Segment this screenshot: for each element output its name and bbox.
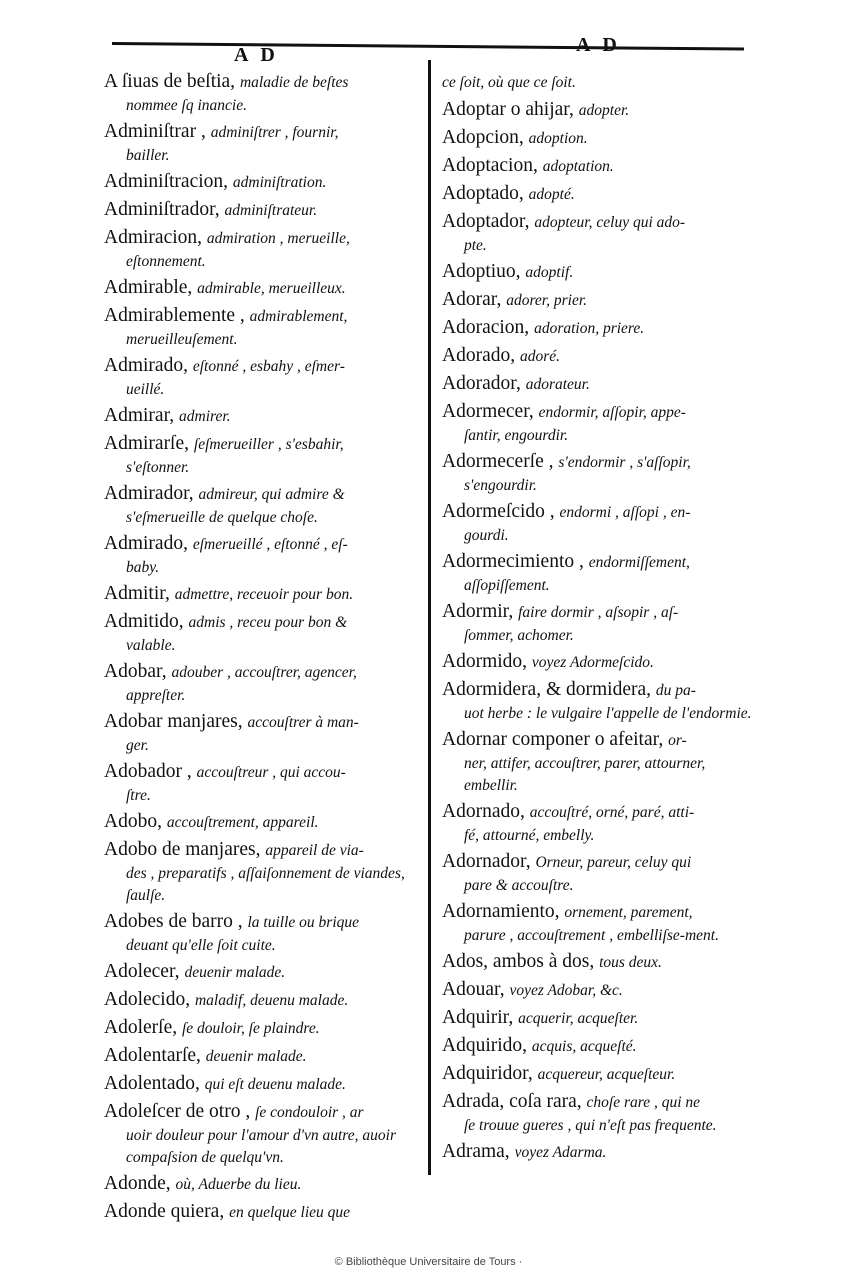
entry-headword: Adobador , [104,761,192,782]
page-header-right: A D [576,34,621,56]
entry-headword: Ados, ambos à dos, [442,951,595,972]
entry-headword: Admirado, [104,533,188,554]
entry-headword: Adoptiuo, [442,261,521,282]
entry-continuation: deuant qu'elle ſoit cuite. [126,937,276,954]
entry-continuation: aſſopiſſement. [464,577,550,594]
entry-continuation: ſe trouue gueres , qui n'eſt pas frequente. [464,1117,717,1134]
entry-headword: Adoptacion, [442,155,538,176]
entry-continuation: s'eſmerueille de quelque choſe. [126,509,318,526]
dictionary-entry [442,450,762,497]
entry-definition: voyez Adarma. [514,1144,607,1161]
entry-continuation: ueillé. [126,381,165,398]
entry-definition: la tuille ou brique [247,914,360,931]
dictionary-entry [442,800,762,847]
entry-headword: Admiracion, [104,227,203,248]
entry-continuation: s'eſtonner. [126,459,190,476]
entry-continuation: eſtonnement. [126,253,206,270]
dictionary-entry [442,126,762,151]
entry-continuation: fé, attourné, embelly. [464,827,595,844]
entry-definition: adopté. [528,186,575,203]
entry-headword: Adolecido, [104,989,191,1010]
entry-headword: Adonde quiera, [104,1201,225,1222]
entry-definition: or- [668,732,687,749]
entry-continuation: uot herbe : le vulgaire l'appelle de l'endormie. [464,705,752,722]
entry-continuation: s'engourdir. [464,477,537,494]
entry-definition: endormi , aſſopi , en- [559,504,691,521]
entry-definition: faire dormir , aſsopir , aſ- [518,604,679,621]
dictionary-entry [104,988,424,1013]
entry-definition: où, Aduerbe du lieu. [175,1176,302,1193]
dictionary-entry [442,288,762,313]
entry-definition: admirer. [179,408,231,425]
dictionary-entry [104,70,424,117]
entry-continuation: nommee ſq inancie. [126,97,247,114]
entry-headword: Adobo de manjares, [104,839,261,860]
column-divider [428,60,431,1175]
entry-definition: tous deux. [599,954,662,971]
dictionary-entry [442,950,762,975]
entry-definition: endormiſſement, [588,554,690,571]
page-header-left: A D [234,44,279,66]
dictionary-entry [442,210,762,257]
entry-definition: adoption. [528,130,588,147]
dictionary-entry [442,1140,762,1165]
entry-continuation: ner, attifer, accouſtrer, parer, attourner, embellir. [464,755,706,794]
entry-definition: ſe condouloir , ar [255,1104,364,1121]
entry-definition: adopter. [578,102,630,119]
dictionary-entry [442,1090,762,1137]
entry-continuation: appreſter. [126,687,186,704]
entry-continuation: ſantir, engourdir. [464,427,569,444]
entry-definition: s'endormir , s'aſſopir, [558,454,691,471]
dictionary-entry [442,260,762,285]
dictionary-entry [104,226,424,273]
entry-definition: adoré. [519,348,561,365]
entry-headword: Adobes de barro , [104,911,243,932]
entry-definition: voyez Adobar, &c. [509,982,623,999]
entry-definition: adorateur. [525,376,590,393]
entry-headword: Adonde, [104,1173,171,1194]
entry-continuation: baby. [126,559,160,576]
dictionary-entry [104,404,424,429]
entry-definition: adouber , accouſtrer, agencer, [171,664,357,681]
entry-definition: admettre, receuoir pour bon. [174,586,354,603]
dictionary-entry [442,1006,762,1031]
entry-headword: Adrama, [442,1141,510,1162]
entry-continuation: valable. [126,637,176,654]
dictionary-entry [442,550,762,597]
dictionary-entry [442,400,762,447]
dictionary-entry [442,372,762,397]
dictionary-entry [104,1044,424,1069]
dictionary-entry [442,1034,762,1059]
dictionary-entry [104,354,424,401]
entry-definition: maladif, deuenu malade. [194,992,349,1009]
entry-headword: Adormecimiento , [442,551,584,572]
entry-headword: Admirable, [104,277,193,298]
dictionary-entry [104,760,424,807]
dictionary-entry [104,1072,424,1097]
entry-definition: admireur, qui admire & [198,486,345,503]
dictionary-entry [104,532,424,579]
dictionary-entry [104,120,424,167]
entry-definition: acquerir, acqueſter. [518,1010,639,1027]
dictionary-entry [104,610,424,657]
entry-continuation: ger. [126,737,149,754]
entry-headword: Adoptar o ahijar, [442,99,574,120]
entry-definition: adminiſtrateur. [224,202,318,219]
entry-continuation: bailler. [126,147,170,164]
entry-headword: Adormecer, [442,401,534,422]
dictionary-entry [104,1016,424,1041]
entry-definition: adminiſtration. [232,174,327,191]
entry-headword: Admitir, [104,583,170,604]
entry-definition: adoration, priere. [534,320,645,337]
dictionary-entry [442,344,762,369]
dictionary-entry [442,1062,762,1087]
entry-definition: adminiſtrer , fournir, [210,124,339,141]
entry-headword: Adormeſcido , [442,501,555,522]
entry-definition: qui eſt deuenu malade. [204,1076,346,1093]
entry-headword: Admirado, [104,355,188,376]
dictionary-entry [104,1172,424,1197]
entry-definition: voyez Adormeſcido. [531,654,654,671]
dictionary-entry [442,500,762,547]
dictionary-entry [104,276,424,301]
entry-definition: adoptif. [525,264,574,281]
entry-headword: Adquiridor, [442,1063,533,1084]
entry-continuation: pte. [464,237,487,254]
right-column [442,70,762,1168]
entry-headword: Adormir, [442,601,514,622]
entry-headword: Adolecer, [104,961,180,982]
entry-headword: A ſiuas de beſtia, [104,71,236,92]
entry-continuation: pare & accouſtre. [464,877,574,894]
dictionary-entry [442,900,762,947]
entry-headword: Admirar, [104,405,175,426]
entry-definition: du pa- [655,682,696,699]
dictionary-entry [104,838,424,907]
dictionary-entry [442,154,762,179]
entry-headword: Adornado, [442,801,525,822]
entry-continuation: parure , accouſtrement , embelliſse-ment. [464,927,719,944]
entry-definition: adopteur, celuy qui ado- [534,214,686,231]
entry-headword: Admirarſe, [104,433,190,454]
entry-headword: Admirador, [104,483,194,504]
entry-definition: admis , receu pour bon & [188,614,348,631]
dictionary-entry [104,660,424,707]
entry-headword: Adolerſe, [104,1017,178,1038]
entry-headword: Adoptado, [442,183,524,204]
dictionary-entry [442,978,762,1003]
header-rule [112,42,744,51]
entry-definition: adoptation. [542,158,614,175]
entry-headword: Adquirido, [442,1035,528,1056]
dictionary-entry [442,182,762,207]
entry-headword: Adoptador, [442,211,530,232]
entry-continuation: gourdi. [464,527,509,544]
entry-definition: ſe douloir, ſe plaindre. [181,1020,320,1037]
dictionary-entry [104,304,424,351]
entry-headword: Adrada, coſa rara, [442,1091,582,1112]
entry-continuation: ſommer, achomer. [464,627,574,644]
entry-headword: Adormido, [442,651,528,672]
dictionary-entry [442,98,762,123]
dictionary-entry [442,70,762,95]
entry-definition: deuenir malade. [205,1048,307,1065]
entry-headword: Adormecerſe , [442,451,554,472]
entry-headword: Adoleſcer de otro , [104,1101,251,1122]
entry-headword: Adobar, [104,661,167,682]
entry-headword: Adornador, [442,851,531,872]
entry-headword: Admirablemente , [104,305,245,326]
entry-definition: admirable, merueilleux. [197,280,346,297]
entry-definition: en quelque lieu que [229,1204,351,1221]
entry-headword: Admitido, [104,611,184,632]
entry-headword: Adornar componer o afeitar, [442,729,664,750]
entry-continuation: uoir douleur pour l'amour d'vn autre, auoir compaſsion de quelqu'vn. [126,1127,396,1166]
entry-headword: Adoracion, [442,317,530,338]
entry-definition: adorer, prier. [506,292,588,309]
dictionary-entry [104,170,424,195]
dictionary-entry [104,810,424,835]
entry-headword: Adolentado, [104,1073,200,1094]
entry-definition: Orneur, pareur, celuy qui [535,854,692,871]
entry-definition: accouſtrement, appareil. [166,814,319,831]
entry-continuation: des , preparatifs , aſſaiſonnement de viandes, ſaulſe. [126,865,405,904]
entry-definition: eſmerueillé , eſtonné , eſ- [192,536,348,553]
dictionary-entry [104,482,424,529]
dictionary-entry [442,728,762,797]
dictionary-entry [104,1200,424,1225]
entry-continuation: ſtre. [126,787,151,804]
left-column [104,70,424,1228]
entry-headword: Adormidera, & dormidera, [442,679,652,700]
copyright-footer: © Bibliothèque Universitaire de Tours · [334,1256,523,1268]
entry-definition: ſeſmerueiller , s'esbahir, [193,436,344,453]
dictionary-entry [104,1100,424,1169]
dictionary-entry [442,678,762,725]
entry-headword: Adobo, [104,811,162,832]
entry-headword: Adobar manjares, [104,711,243,732]
entry-headword: Adquirir, [442,1007,514,1028]
entry-headword: Adopcion, [442,127,524,148]
entry-definition: acquis, acqueſté. [531,1038,637,1055]
dictionary-entry [104,960,424,985]
entry-headword: Adolentarſe, [104,1045,201,1066]
entry-headword: Adornamiento, [442,901,560,922]
entry-definition: accouſtreur , qui accou- [196,764,346,781]
dictionary-entry [104,910,424,957]
entry-definition: maladie de beſtes [239,74,349,91]
entry-definition: endormir, aſſopir, appe- [538,404,686,421]
entry-definition: admirablement, [249,308,348,325]
dictionary-entry [442,600,762,647]
entry-definition: deuenir malade. [184,964,286,981]
dictionary-entry [104,710,424,757]
entry-definition: admiration , merueille, [206,230,350,247]
entry-definition: appareil de via- [265,842,364,859]
entry-headword: Adouar, [442,979,505,1000]
entry-continuation: merueilleuſement. [126,331,238,348]
entry-definition: ornement, parement, [564,904,693,921]
dictionary-entry [442,650,762,675]
entry-headword: Adorar, [442,289,502,310]
entry-headword: Adminiſtrador, [104,199,220,220]
entry-headword: Adorador, [442,373,521,394]
entry-definition: ce ſoit, où que ce ſoit. [442,74,576,91]
entry-definition: choſe rare , qui ne [586,1094,701,1111]
dictionary-entry [442,850,762,897]
dictionary-entry [104,432,424,479]
entry-definition: accouſtrer à man- [247,714,359,731]
dictionary-entry [104,582,424,607]
entry-headword: Adorado, [442,345,516,366]
entry-definition: accouſtré, orné, paré, atti- [529,804,695,821]
entry-headword: Adminiſtracion, [104,171,229,192]
entry-definition: eſtonné , esbahy , eſmer- [192,358,345,375]
entry-headword: Adminiſtrar , [104,121,206,142]
entry-definition: acquereur, acqueſteur. [537,1066,676,1083]
dictionary-entry [104,198,424,223]
dictionary-entry [442,316,762,341]
